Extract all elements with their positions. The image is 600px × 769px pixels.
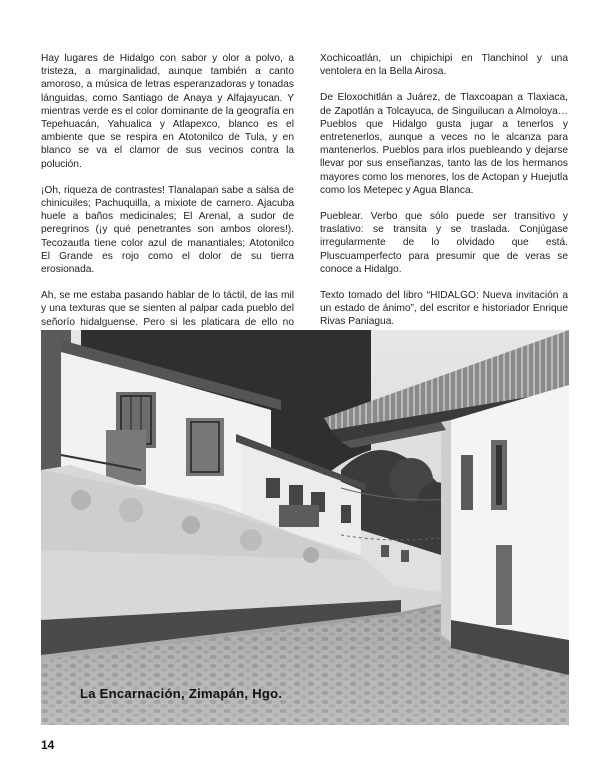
street-photo [41, 330, 569, 725]
paragraph: ¡Oh, riqueza de contrastes! Tlanalapan sabe a salsa de chinicuiles; Pachuquilla, a mixiote de carnero. Ajacuba huele a baños medicinales; El Arenal, a sudor de peregrinos (¡y qué penetrantes son ambos olores!). Tecozautla tiene color azul de manantiales; Atotonilco El Grande es rojo como el dolor de su tierra erosionada. [41, 184, 294, 276]
paragraph: De Eloxochitlán a Juárez, de Tlaxcoapan a Tlaxiaca, de Zapotlán a Tolcayuca, de Singuilucan a Almoloya… Pueblos que Hidalgo gusta jugar a tenerlos y entretenerlos, aunque a veces no le alcanza para mantenerlos. Pueblos para irlos puebleando y dejarse llevar por sus enseñanzas, tanto las de los hermanos mayores como los menores, los de Actopan y Huejutla como los Metepec y Agua Blanca. [320, 92, 568, 196]
paragraph: Xochicoatlán, un chipichipi en Tlanchinol y una ventolera en la Bella Airosa. [320, 53, 568, 78]
photo-caption: La Encarnación, Zimapán, Hgo. [80, 686, 283, 701]
source-credit: Texto tomado del libro “HIDALGO: Nueva invitación a un estado de ánimo”, del escritor e historiador Enrique Rivas Paniagua. [320, 290, 568, 328]
paragraph: Hay lugares de Hidalgo con sabor y olor a polvo, a tristeza, a marginalidad, aunque también a canto amoroso, a música de letras esperanzadoras y tonadas lánguidas, como Santiago de Anaya y Alfajayucan. Y mientras verde es el color dominante de la geografía en Tepehuacán, Yahualica y Atlapexco, blanco es el ambiente que se respira en Atotonilco de Tula, y en blanco se va el clamor de sus vecinos contra la polución. [41, 53, 294, 170]
street-scene-illustration [41, 330, 569, 725]
page-number: 14 [41, 738, 55, 752]
paragraph: Ah, se me estaba pasando hablar de lo táctil, de las mil y una texturas que se sienten al palpar cada pueblo del señorío hidalguense. Pero si les platicara de ello no [41, 290, 294, 328]
paragraph: Pueblear. Verbo que sólo puede ser transitivo y traslativo: se transita y se traslada. Conjúgase irregularmente de lo olvidado que está. Pluscuamperfecto para presumir que de veras se conoce a Hidalgo. [320, 211, 568, 275]
article-right-column [320, 52, 568, 342]
